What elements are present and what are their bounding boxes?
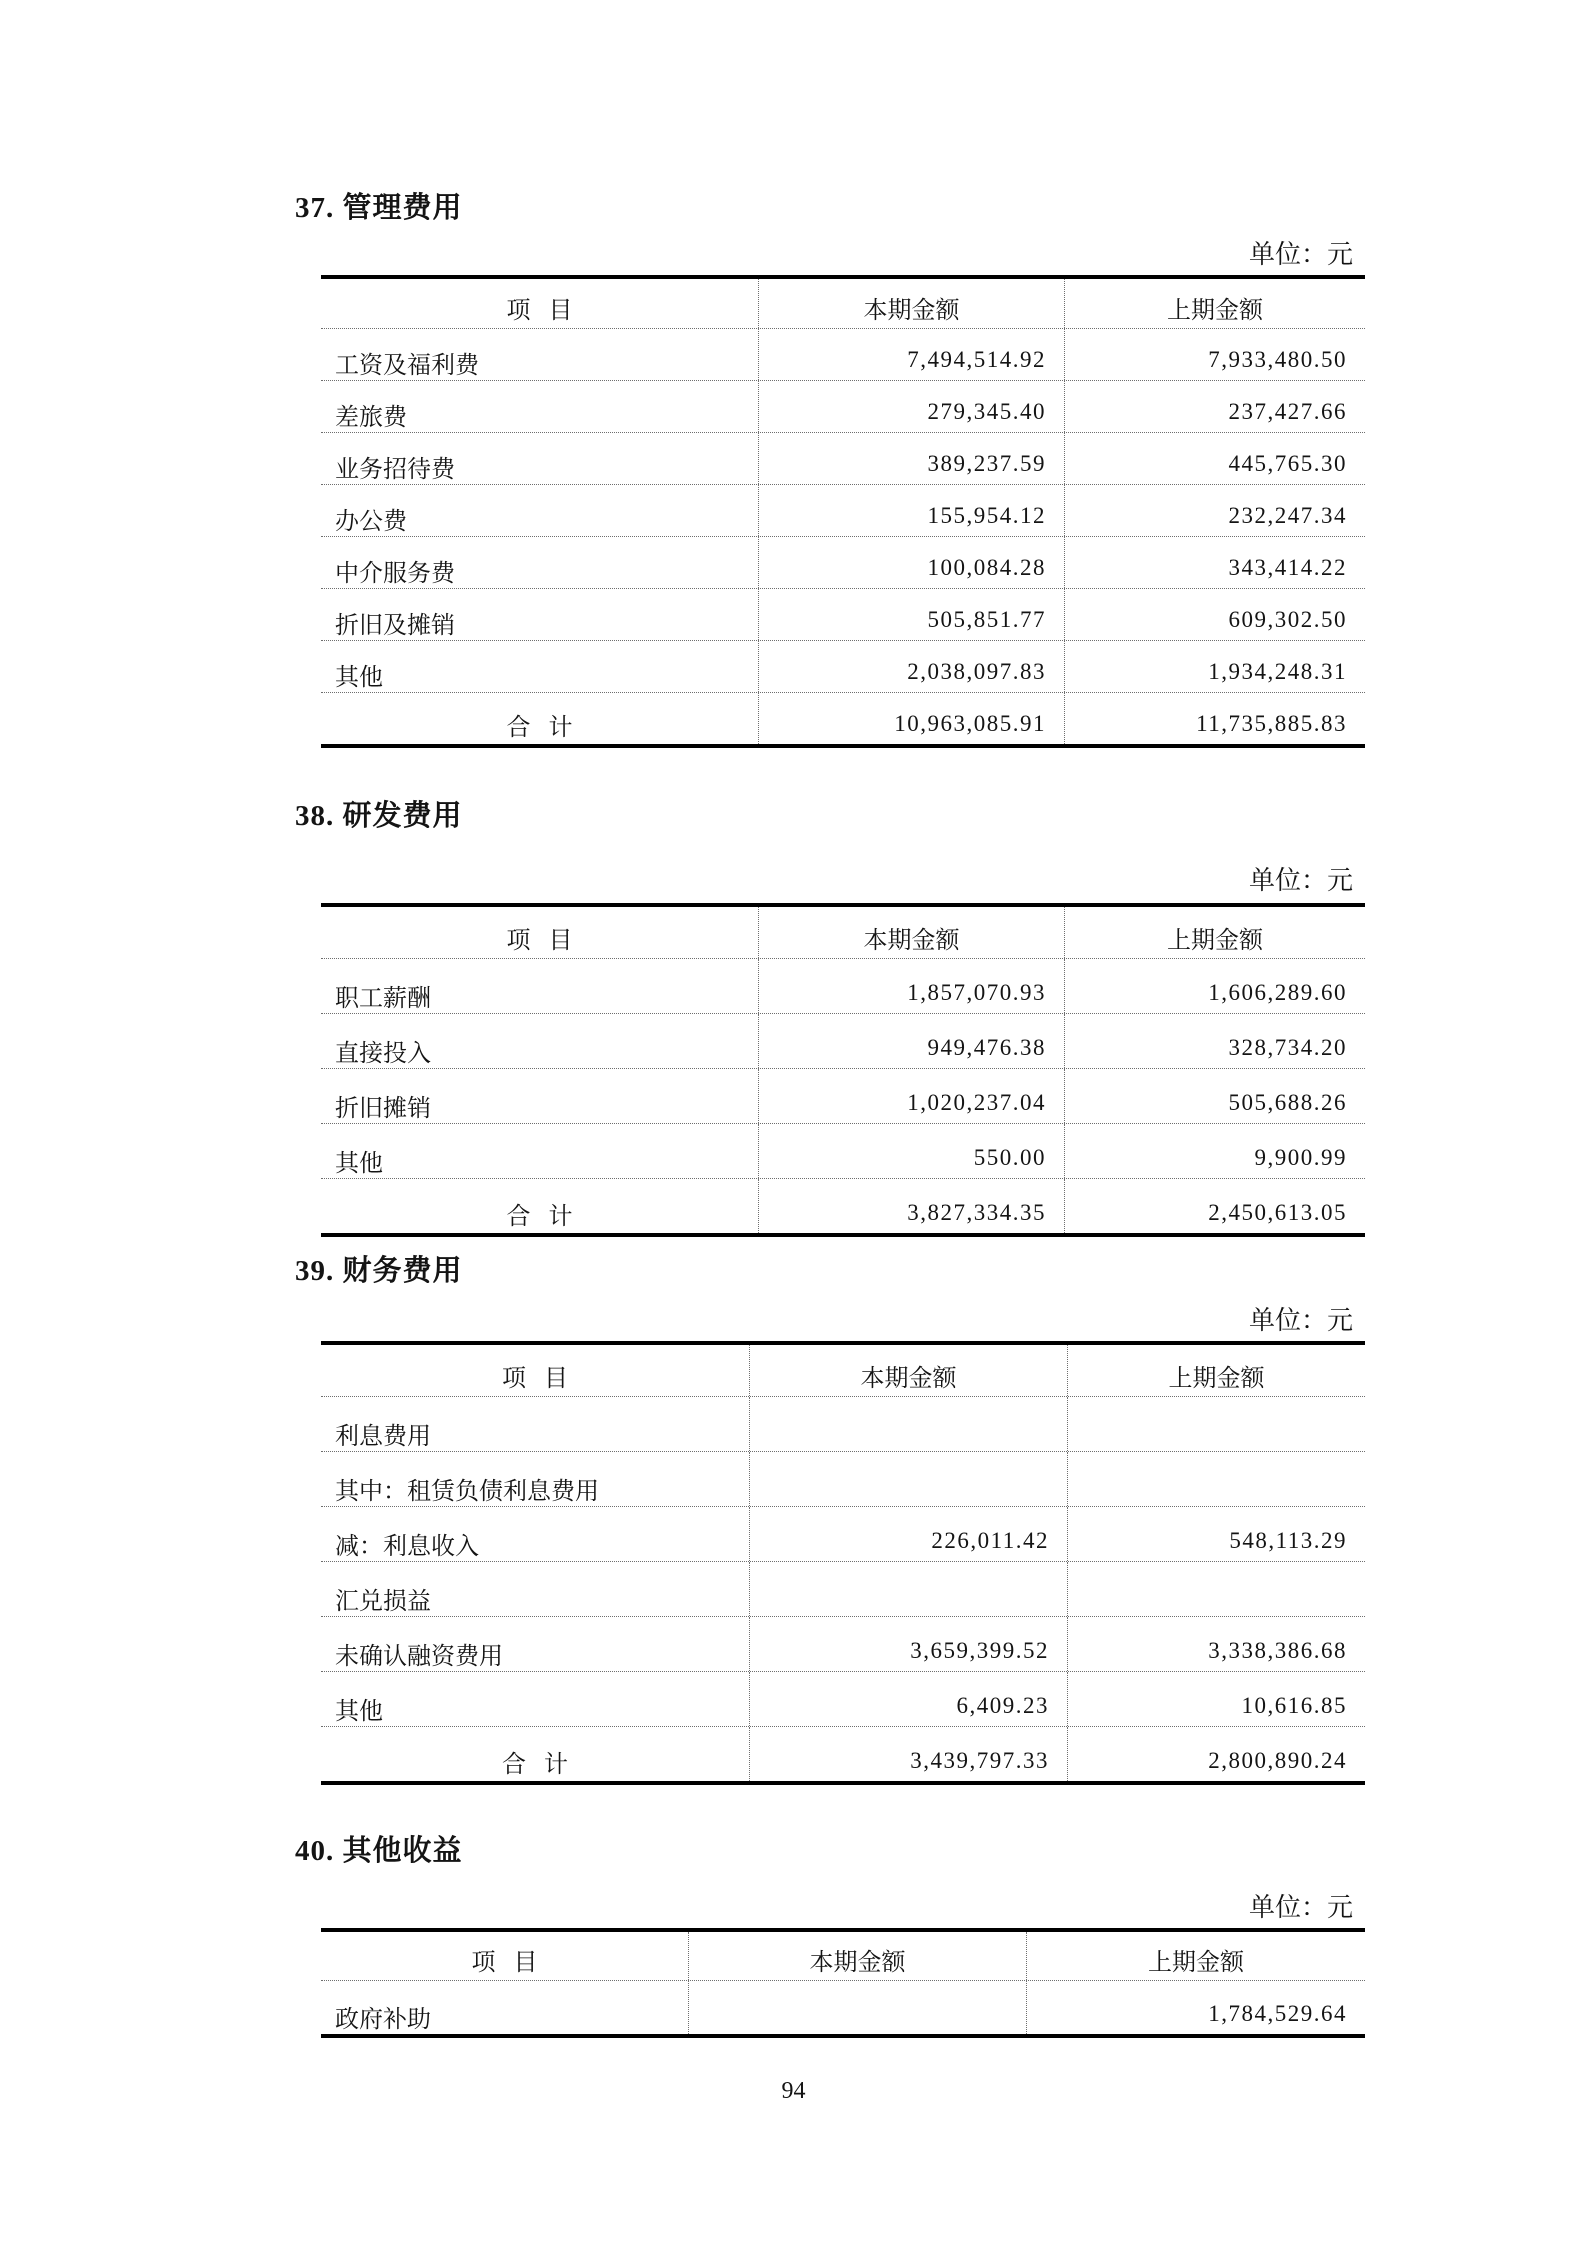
item-label: 汇兑损益: [335, 1588, 431, 1615]
current-period-amount: [749, 1562, 1067, 1616]
table-row: [321, 1562, 1365, 1617]
current-period-amount: [749, 1452, 1067, 1506]
total-row: [321, 693, 1365, 744]
table-row: [321, 1981, 1365, 2034]
table-row: [321, 1069, 1365, 1124]
prior-period-amount: 237,427.66: [1064, 381, 1365, 432]
total-current-amount: 10,963,085.91: [758, 693, 1064, 744]
header-prior-period-column: 上期金额: [1064, 279, 1365, 328]
header-prior-period-column: 上期金额: [1064, 907, 1365, 958]
page-number: 94: [781, 2078, 806, 2104]
prior-period-amount: [1067, 1452, 1365, 1506]
table-row: [321, 1452, 1365, 1507]
item-label: 政府补助: [335, 2006, 431, 2033]
prior-period-amount: 328,734.20: [1064, 1014, 1365, 1068]
section-title-38: 38. 研发费用: [295, 800, 463, 832]
total-current-amount: 3,827,334.35: [758, 1179, 1064, 1233]
finance-expense-table: [321, 1341, 1365, 1785]
current-period-amount: 155,954.12: [758, 485, 1064, 536]
other-income-table: [321, 1928, 1365, 2038]
prior-period-amount: [1067, 1562, 1365, 1616]
item-label: 利息费用: [335, 1423, 431, 1450]
total-prior-amount: 2,450,613.05: [1064, 1179, 1365, 1233]
current-period-amount: 949,476.38: [758, 1014, 1064, 1068]
current-period-amount: 550.00: [758, 1124, 1064, 1178]
item-label: 中介服务费: [335, 560, 455, 587]
item-label: 办公费: [335, 508, 407, 535]
section-title-37: 37. 管理费用: [295, 192, 463, 224]
header-current-period-column: 本期金额: [758, 907, 1064, 958]
unit-label-37: 单位：元: [1248, 240, 1353, 269]
current-period-amount: 6,409.23: [749, 1672, 1067, 1726]
header-current-period-column: 本期金额: [749, 1345, 1067, 1396]
item-label: 其他: [335, 664, 383, 691]
table-row: [321, 537, 1365, 589]
management-expense-table: [321, 275, 1365, 748]
table-row: [321, 1617, 1365, 1672]
total-label: 合计: [502, 1751, 586, 1778]
current-period-amount: 100,084.28: [758, 537, 1064, 588]
table-row: [321, 1397, 1365, 1452]
current-period-amount: 226,011.42: [749, 1507, 1067, 1561]
prior-period-amount: 445,765.30: [1064, 433, 1365, 484]
table-row: [321, 433, 1365, 485]
section-title-39: 39. 财务费用: [295, 1255, 463, 1287]
prior-period-amount: 609,302.50: [1064, 589, 1365, 640]
table-row: [321, 1672, 1365, 1727]
table-row: [321, 381, 1365, 433]
item-label: 其他: [335, 1698, 383, 1725]
header-item-column: 项目: [502, 1365, 586, 1392]
table-row: [321, 959, 1365, 1014]
header-row: [321, 1345, 1365, 1397]
item-label: 其中：租赁负债利息费用: [335, 1478, 599, 1505]
item-label: 折旧及摊销: [335, 612, 455, 639]
item-label: 其他: [335, 1150, 383, 1177]
total-label: 合计: [506, 1203, 591, 1230]
prior-period-amount: 9,900.99: [1064, 1124, 1365, 1178]
prior-period-amount: 343,414.22: [1064, 537, 1365, 588]
item-label: 减：利息收入: [335, 1533, 479, 1560]
item-label: 业务招待费: [335, 456, 455, 483]
table-row: [321, 589, 1365, 641]
header-current-period-column: 本期金额: [758, 279, 1064, 328]
current-period-amount: 389,237.59: [758, 433, 1064, 484]
item-label: 直接投入: [335, 1040, 431, 1067]
current-period-amount: 7,494,514.92: [758, 329, 1064, 380]
current-period-amount: 279,345.40: [758, 381, 1064, 432]
current-period-amount: 2,038,097.83: [758, 641, 1064, 692]
unit-label-40: 单位：元: [1248, 1893, 1353, 1922]
total-prior-amount: 11,735,885.83: [1064, 693, 1365, 744]
table-row: [321, 641, 1365, 693]
total-row: [321, 1179, 1365, 1233]
current-period-amount: [688, 1981, 1026, 2034]
item-label: 折旧摊销: [335, 1095, 431, 1122]
header-current-period-column: 本期金额: [688, 1932, 1026, 1980]
prior-period-amount: 10,616.85: [1067, 1672, 1365, 1726]
header-row: [321, 279, 1365, 329]
header-prior-period-column: 上期金额: [1067, 1345, 1365, 1396]
rd-expense-table: [321, 903, 1365, 1237]
prior-period-amount: 7,933,480.50: [1064, 329, 1365, 380]
header-item-column: 项目: [506, 297, 591, 324]
table-row: [321, 329, 1365, 381]
current-period-amount: 505,851.77: [758, 589, 1064, 640]
section-title-40: 40. 其他收益: [295, 1835, 463, 1867]
prior-period-amount: 548,113.29: [1067, 1507, 1365, 1561]
header-row: [321, 907, 1365, 959]
header-prior-period-column: 上期金额: [1026, 1932, 1365, 1980]
table-row: [321, 1124, 1365, 1179]
unit-label-38: 单位：元: [1248, 866, 1353, 895]
current-period-amount: 1,020,237.04: [758, 1069, 1064, 1123]
prior-period-amount: 505,688.26: [1064, 1069, 1365, 1123]
header-item-column: 项目: [471, 1949, 556, 1976]
item-label: 工资及福利费: [335, 352, 479, 379]
current-period-amount: [749, 1397, 1067, 1451]
prior-period-amount: 1,784,529.64: [1026, 1981, 1365, 2034]
prior-period-amount: 1,606,289.60: [1064, 959, 1365, 1013]
item-label: 未确认融资费用: [335, 1643, 503, 1670]
total-current-amount: 3,439,797.33: [749, 1727, 1067, 1781]
prior-period-amount: 1,934,248.31: [1064, 641, 1365, 692]
prior-period-amount: 232,247.34: [1064, 485, 1365, 536]
unit-label-39: 单位：元: [1248, 1306, 1353, 1335]
total-prior-amount: 2,800,890.24: [1067, 1727, 1365, 1781]
header-row: [321, 1932, 1365, 1981]
prior-period-amount: [1067, 1397, 1365, 1451]
table-row: [321, 485, 1365, 537]
header-item-column: 项目: [506, 927, 591, 954]
item-label: 职工薪酬: [335, 985, 431, 1012]
current-period-amount: 3,659,399.52: [749, 1617, 1067, 1671]
prior-period-amount: 3,338,386.68: [1067, 1617, 1365, 1671]
total-label: 合计: [506, 714, 591, 741]
current-period-amount: 1,857,070.93: [758, 959, 1064, 1013]
table-row: [321, 1507, 1365, 1562]
item-label: 差旅费: [335, 404, 407, 431]
table-row: [321, 1014, 1365, 1069]
total-row: [321, 1727, 1365, 1781]
